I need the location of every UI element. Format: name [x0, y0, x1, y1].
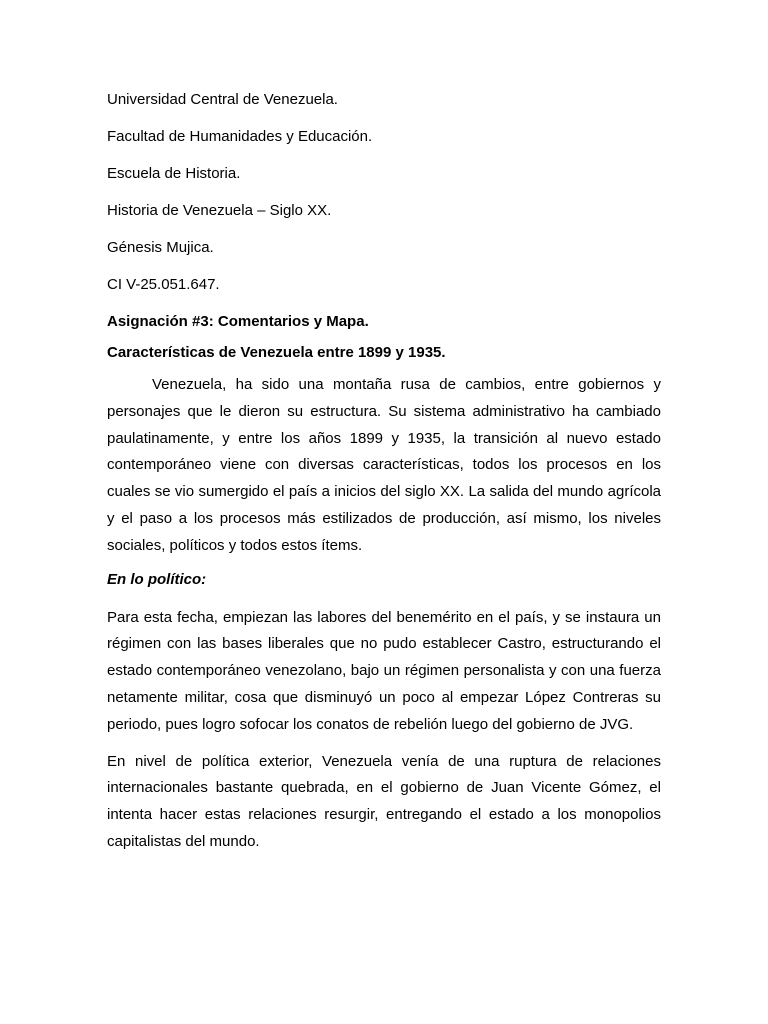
school-line: Escuela de Historia. [107, 165, 241, 182]
intro-paragraph: Venezuela, ha sido una montaña rusa de cambios, entre gobiernos y personajes que le dieron su estructura. Su sistema administrativo ha cambiado paulatinamente, y entre los años 1899 y 1935, la transición al nuevo estado contemporáneo viene con diversas características, todos los procesos en los cuales se vio sumergido el país a inicios del siglo XX. La salida del mundo agrícola y el paso a los procesos más estilizados de producción, así mismo, los niveles sociales, políticos y todos estos ítems. [107, 376, 661, 554]
course-line: Historia de Venezuela – Siglo XX. [107, 202, 332, 219]
politics-paragraph-2: En nivel de política exterior, Venezuela venía de una ruptura de relaciones internacionales bastante quebrada, en el gobierno de Juan Vicente Gómez, el intenta hacer estas relaciones resurgir, entregando el estado a los monopolios capitalistas del mundo. [107, 752, 661, 850]
student-id: CI V-25.051.647. [107, 276, 220, 293]
assignment-title: Asignación #3: Comentarios y Mapa. [107, 313, 369, 330]
document-subtitle: Características de Venezuela entre 1899 y 1935. [107, 344, 446, 361]
section-heading-politics: En lo político: [107, 570, 207, 588]
student-name: Génesis Mujica. [107, 239, 214, 256]
politics-paragraph-1: Para esta fecha, empiezan las labores del benemérito en el país, y se instaura un régimen con las bases liberales que no pudo establecer Castro, estructurando el estado contemporáneo venezolano, bajo un régimen personalista y con una fuerza netamente militar, cosa que disminuyó un poco al empezar López Contreras su periodo, pues logro sofocar los conatos de rebelión luego del gobierno de JVG. [107, 608, 661, 733]
document-page [107, 90, 661, 856]
faculty-line: Facultad de Humanidades y Educación. [107, 128, 373, 145]
university-line: Universidad Central de Venezuela. [107, 91, 338, 108]
